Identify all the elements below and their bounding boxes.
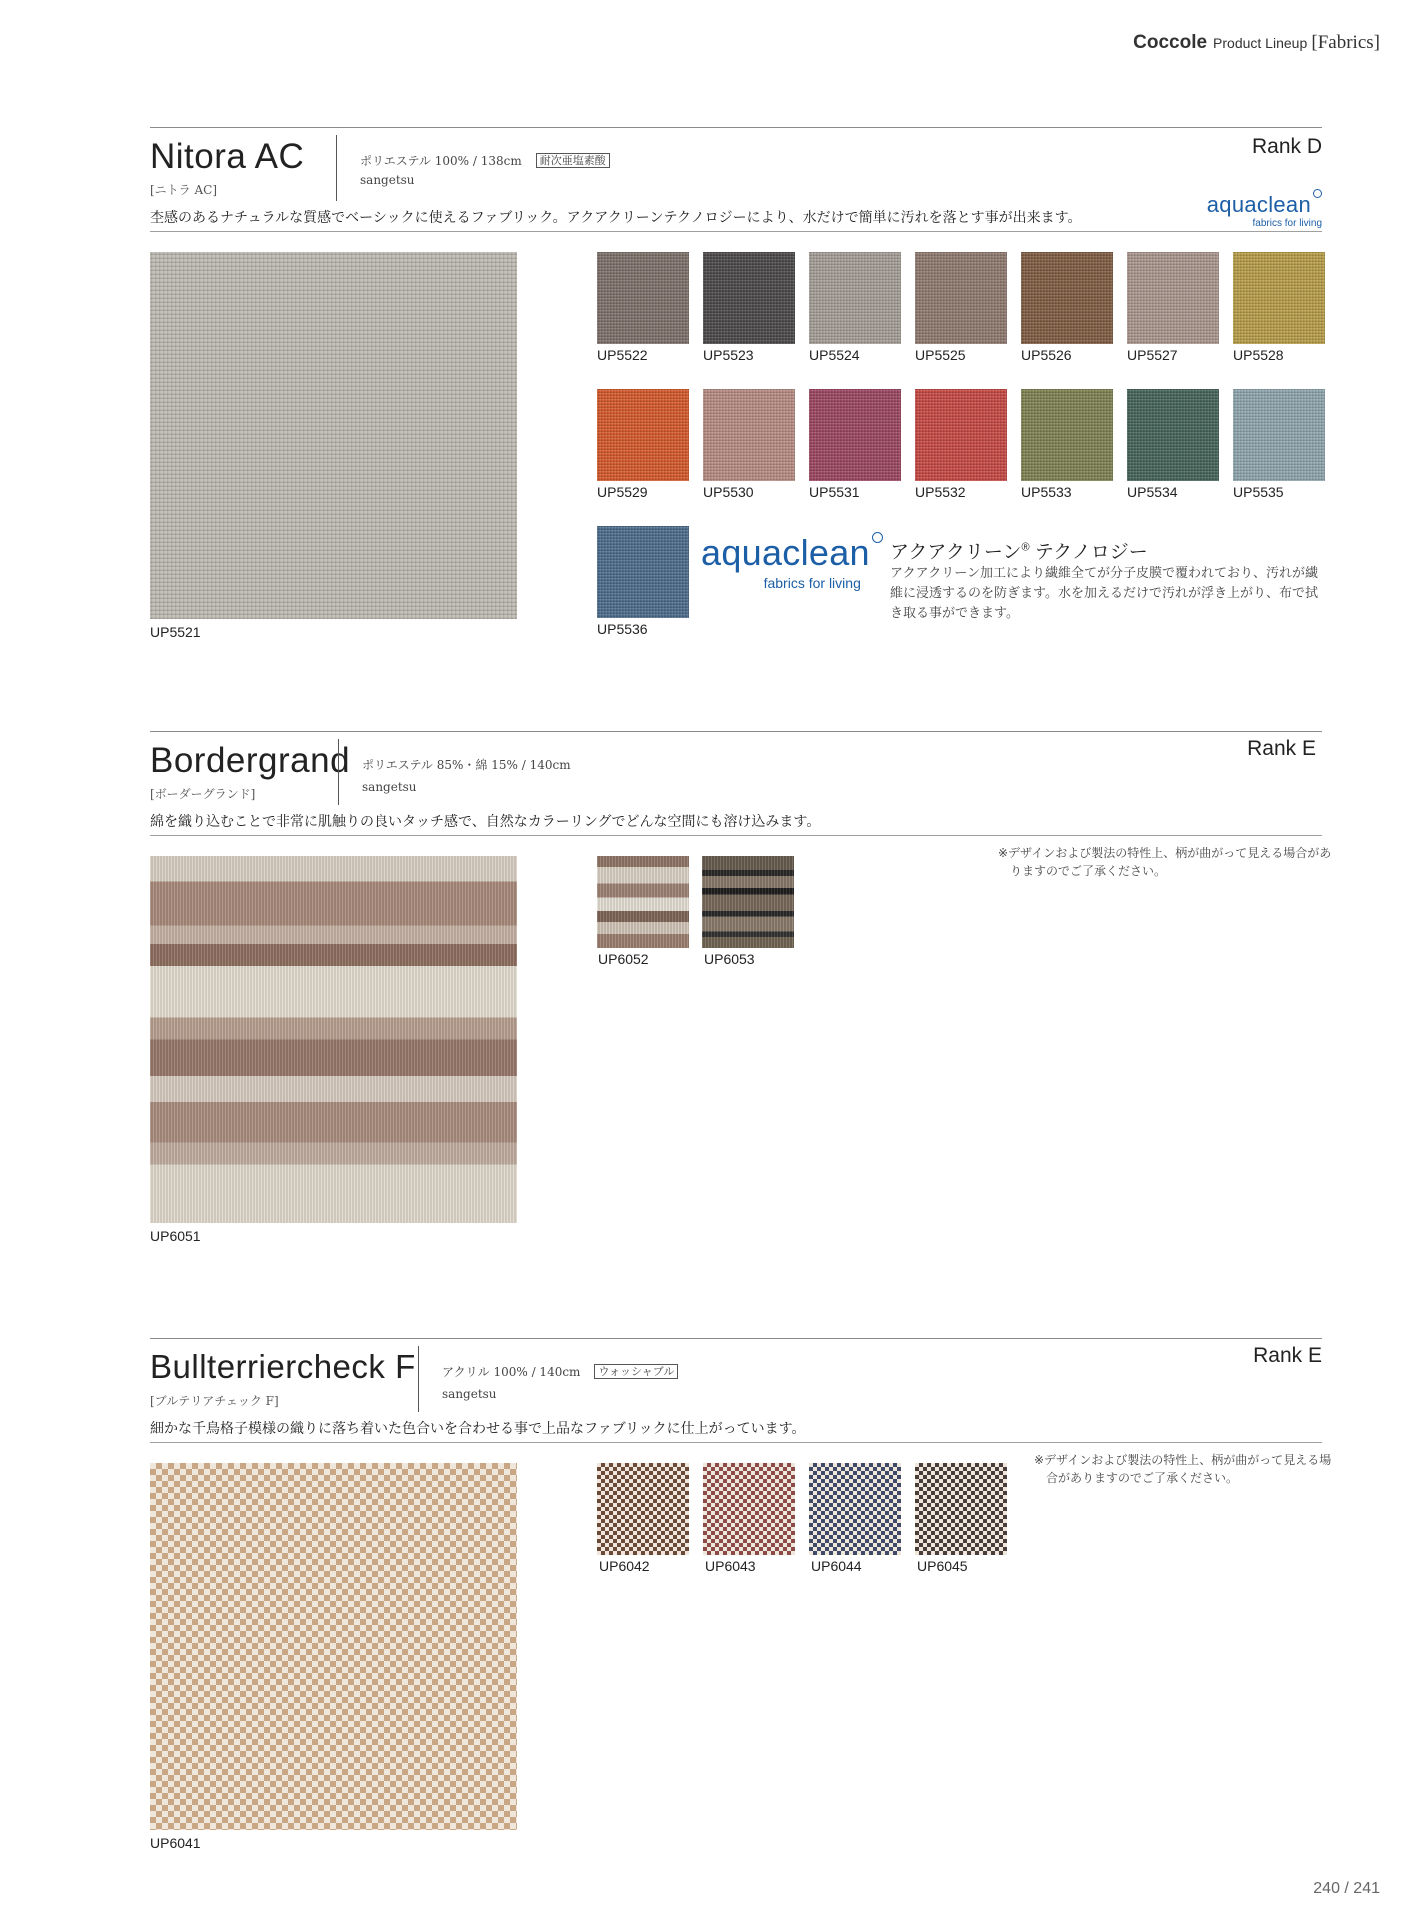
tech-description: アクアクリーン加工により繊維全てが分子皮膜で覆われており、汚れが繊維に浸透するのを防ぎます。水を加えるだけで汚れが浮き上がり、布で拭き取る事ができます。 bbox=[890, 565, 1318, 620]
aquaclean-logo-large bbox=[701, 532, 883, 591]
swatch-image bbox=[702, 856, 794, 948]
swatch-code: UP6043 bbox=[705, 1558, 756, 1574]
swatch-image bbox=[1021, 252, 1113, 344]
design-note: ※デザインおよび製法の特性上、柄が曲がって見える場合がありますのでご了承ください。 bbox=[1034, 1453, 1332, 1485]
aquaclean-logo-tag-large: fabrics for living bbox=[763, 575, 861, 591]
product-description: 細かな千鳥格子模様の織りに落ち着いた色合いを合わせる事で上品なファブリックに仕上がっています。 bbox=[150, 1421, 806, 1437]
swatch-image bbox=[809, 389, 901, 481]
section-rule-bottom bbox=[150, 231, 1322, 232]
page-number: 240 / 241 bbox=[1313, 1880, 1380, 1897]
swatch-code: UP6045 bbox=[917, 1558, 968, 1574]
swatch-code: UP5532 bbox=[915, 484, 966, 500]
product-spec bbox=[360, 152, 610, 169]
swatch-image bbox=[915, 252, 1007, 344]
swatch-image bbox=[597, 1463, 689, 1555]
swatch-image bbox=[809, 252, 901, 344]
aquaclean-ring-icon-large bbox=[872, 532, 883, 543]
swatch-code: UP6042 bbox=[599, 1558, 650, 1574]
main-swatch-code: UP5521 bbox=[150, 624, 201, 640]
swatch-code: UP5531 bbox=[809, 484, 860, 500]
main-swatch-image bbox=[150, 856, 517, 1223]
swatch-image bbox=[1127, 252, 1219, 344]
swatch-code: UP5535 bbox=[1233, 484, 1284, 500]
tech-title-suffix: テクノロジー bbox=[1029, 542, 1148, 563]
product-spec: ポリエステル 85%・綿 15% / 140cm bbox=[362, 758, 571, 772]
product-section-nitora bbox=[150, 127, 1322, 647]
brand-name: Coccole bbox=[1133, 32, 1208, 53]
product-title: Bullterriercheck F bbox=[150, 1348, 416, 1385]
section-rule bbox=[150, 731, 1322, 732]
swatch-image bbox=[597, 252, 689, 344]
swatch-image bbox=[1233, 252, 1325, 344]
swatch-code: UP6052 bbox=[598, 951, 649, 967]
product-description: 杢感のあるナチュラルな質感でベーシックに使えるファブリック。アクアクリーンテクノロジーにより、水だけで簡単に汚れを落とす事が出来ます。 bbox=[150, 210, 1082, 226]
swatch-code: UP5527 bbox=[1127, 347, 1178, 363]
swatch-image bbox=[703, 1463, 795, 1555]
swatch-image bbox=[597, 389, 689, 481]
aquaclean-logo-small bbox=[1207, 189, 1322, 229]
product-kana: [ニトラ AC] bbox=[150, 183, 218, 197]
page-header bbox=[1133, 32, 1380, 54]
swatch-code: UP6044 bbox=[811, 1558, 862, 1574]
aquaclean-ring-icon bbox=[1313, 189, 1322, 198]
tech-title bbox=[890, 537, 1148, 564]
section-rule bbox=[150, 1338, 1322, 1339]
tech-title-text: アクアクリーン bbox=[890, 542, 1022, 563]
rank-label: Rank E bbox=[1253, 1344, 1322, 1367]
product-section-bullterriercheck bbox=[150, 1338, 1332, 1858]
swatch-image bbox=[597, 526, 689, 618]
section-rule-bottom bbox=[150, 1442, 1322, 1443]
product-kana: [ボーダーグランド] bbox=[150, 787, 256, 801]
product-kana: [ブルテリアチェック F] bbox=[150, 1394, 279, 1408]
title-separator bbox=[338, 739, 339, 805]
swatch-code: UP5530 bbox=[703, 484, 754, 500]
title-separator bbox=[418, 1346, 419, 1412]
product-title: Bordergrand bbox=[150, 741, 351, 780]
swatch-code: UP5534 bbox=[1127, 484, 1178, 500]
swatch-code: UP6053 bbox=[704, 951, 755, 967]
swatch-image bbox=[703, 252, 795, 344]
swatch-code: UP5529 bbox=[597, 484, 648, 500]
product-spec bbox=[442, 1363, 678, 1380]
maker-name: sangetsu bbox=[360, 173, 415, 187]
main-swatch-code: UP6051 bbox=[150, 1228, 201, 1244]
maker-name: sangetsu bbox=[442, 1387, 497, 1401]
swatch-code: UP5526 bbox=[1021, 347, 1072, 363]
aquaclean-logo-word: aquaclean bbox=[1206, 192, 1311, 217]
swatch-image bbox=[809, 1463, 901, 1555]
main-swatch-image bbox=[150, 1463, 517, 1830]
swatch-image bbox=[915, 1463, 1007, 1555]
swatch-code: UP5522 bbox=[597, 347, 648, 363]
main-swatch-code: UP6041 bbox=[150, 1835, 201, 1851]
registered-mark: ® bbox=[1021, 541, 1030, 554]
rank-label: Rank D bbox=[1251, 135, 1322, 158]
swatch-code: UP5536 bbox=[597, 621, 648, 637]
product-title: Nitora AC bbox=[150, 137, 305, 176]
swatch-code: UP5523 bbox=[703, 347, 754, 363]
header-subtitle: Product Lineup bbox=[1213, 35, 1308, 51]
swatch-image bbox=[915, 389, 1007, 481]
header-category: [Fabrics] bbox=[1311, 32, 1380, 53]
spec-badge: ウォッシャブル bbox=[594, 1364, 678, 1379]
maker-name: sangetsu bbox=[362, 780, 417, 794]
swatch-code: UP5533 bbox=[1021, 484, 1072, 500]
swatch-image bbox=[597, 856, 689, 948]
product-section-bordergrand bbox=[150, 731, 1332, 1251]
swatch-image bbox=[1127, 389, 1219, 481]
aquaclean-logo-tag: fabrics for living bbox=[1252, 218, 1322, 229]
title-separator bbox=[336, 135, 337, 201]
swatch-image bbox=[1233, 389, 1325, 481]
section-rule bbox=[150, 127, 1322, 128]
rank-label: Rank E bbox=[1247, 737, 1316, 760]
section-rule-bottom bbox=[150, 835, 1322, 836]
spec-text: ポリエステル 100% / 138cm bbox=[360, 154, 522, 168]
swatch-image bbox=[703, 389, 795, 481]
product-description: 綿を織り込むことで非常に肌触りの良いタッチ感で、自然なカラーリングでどんな空間にも溶け込みます。 bbox=[150, 814, 821, 830]
swatch-code: UP5525 bbox=[915, 347, 966, 363]
swatch-code: UP5524 bbox=[809, 347, 860, 363]
spec-badge: 耐次亜塩素酸 bbox=[536, 153, 610, 168]
aquaclean-logo-word-large: aquaclean bbox=[701, 532, 870, 573]
swatch-image bbox=[1021, 389, 1113, 481]
spec-text: アクリル 100% / 140cm bbox=[442, 1365, 581, 1379]
main-swatch-image bbox=[150, 252, 517, 619]
swatch-code: UP5528 bbox=[1233, 347, 1284, 363]
design-note: ※デザインおよび製法の特性上、柄が曲がって見える場合がありますのでご了承ください。 bbox=[998, 846, 1332, 878]
